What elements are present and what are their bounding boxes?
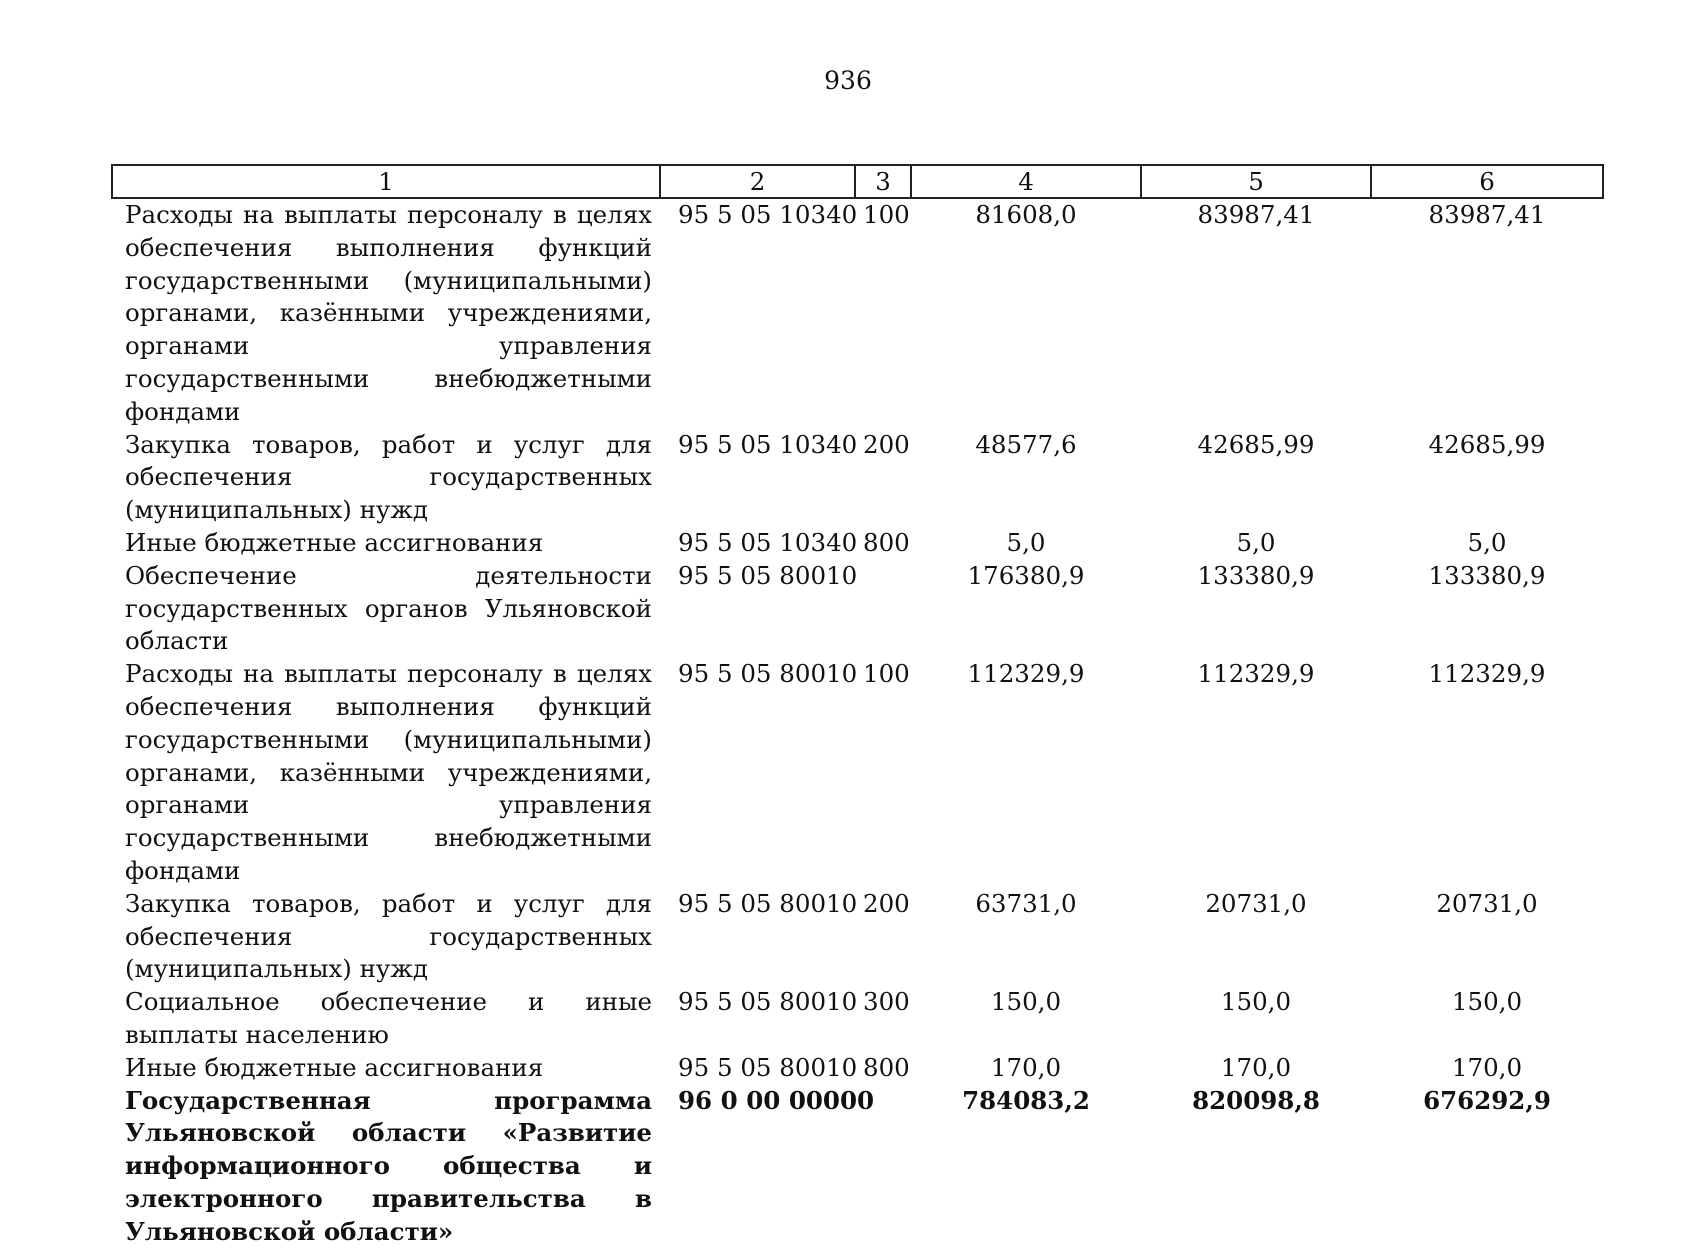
- row-value-col4: 150,0: [990, 987, 1062, 1017]
- row-value-col6: 5,0: [1467, 527, 1507, 557]
- column-header-3: 3: [855, 165, 911, 198]
- row-code: 95 5 05 80010: [678, 560, 858, 590]
- row-name: Социальное обеспечение и иные выплаты населению: [125, 987, 652, 1049]
- table-body: [112, 198, 1603, 1249]
- row-code: 95 5 05 80010: [678, 1052, 858, 1082]
- row-value-col5: 20731,0: [1205, 888, 1307, 918]
- row-value-col5: 133380,9: [1197, 560, 1315, 590]
- page-number: 936: [824, 66, 872, 95]
- row-expense-type: 200: [863, 429, 910, 459]
- row-value-col6: 42685,99: [1428, 429, 1546, 459]
- row-value-col5: 820098,8: [1192, 1085, 1320, 1115]
- row-value-col6: 150,0: [1451, 987, 1523, 1017]
- row-code: 95 5 05 10340: [678, 429, 858, 459]
- column-header-5: 5: [1141, 165, 1371, 198]
- row-code: 95 5 05 10340: [678, 527, 858, 557]
- row-value-col6: 20731,0: [1436, 888, 1538, 918]
- row-name: Иные бюджетные ассигнования: [125, 527, 544, 557]
- column-header-6: 6: [1371, 165, 1603, 198]
- table-row: [112, 429, 1603, 527]
- row-value-col5: 170,0: [1220, 1052, 1292, 1082]
- row-expense-type: 800: [863, 1052, 910, 1082]
- row-code: 95 5 05 80010: [678, 888, 858, 918]
- row-value-col6: 112329,9: [1428, 659, 1546, 689]
- table-row: [112, 1085, 1603, 1249]
- row-value-col5: 42685,99: [1197, 429, 1315, 459]
- row-value-col5: 112329,9: [1197, 659, 1315, 689]
- row-expense-type: 100: [863, 200, 910, 229]
- row-name: Расходы на выплаты персоналу в целях обеспечения выполнения функций государственными (муниципальными) органами, казёнными учреждениями, органами управления государственными внебюджетными фондами: [125, 200, 652, 426]
- row-name: Закупка товаров, работ и услуг для обеспечения государственных (муниципальных) нужд: [125, 429, 652, 525]
- row-value-col6: 676292,9: [1423, 1085, 1551, 1115]
- table-row: [112, 1052, 1603, 1085]
- row-value-col5: 83987,41: [1197, 200, 1315, 229]
- row-value-col4: 170,0: [990, 1052, 1062, 1082]
- table-row: [112, 888, 1603, 986]
- table-row: [112, 986, 1603, 1052]
- table-row: [112, 527, 1603, 560]
- row-value-col5: 150,0: [1220, 987, 1292, 1017]
- row-code: 96 0 00 00000: [678, 1085, 875, 1115]
- row-value-col4: 176380,9: [967, 560, 1085, 590]
- row-value-col4: 112329,9: [967, 659, 1085, 689]
- row-expense-type: 200: [863, 888, 910, 918]
- column-header-2: 2: [660, 165, 855, 198]
- row-code: 95 5 05 80010: [678, 659, 858, 689]
- row-expense-type: 800: [863, 527, 910, 557]
- row-expense-type: 300: [863, 987, 910, 1017]
- row-code: 95 5 05 10340: [678, 200, 858, 229]
- row-expense-type: 100: [863, 659, 910, 689]
- table-header-row: [112, 165, 1603, 198]
- column-header-1: 1: [112, 165, 660, 198]
- budget-table: [111, 164, 1604, 1249]
- row-name: Иные бюджетные ассигнования: [125, 1052, 544, 1082]
- row-value-col4: 63731,0: [975, 888, 1077, 918]
- row-name: Закупка товаров, работ и услуг для обеспечения государственных (муниципальных) нужд: [125, 888, 652, 984]
- table-row: [112, 198, 1603, 429]
- table-row: [112, 560, 1603, 658]
- row-value-col6: 133380,9: [1428, 560, 1546, 590]
- row-value-col6: 170,0: [1451, 1052, 1523, 1082]
- row-value-col5: 5,0: [1236, 527, 1276, 557]
- row-value-col4: 48577,6: [975, 429, 1077, 459]
- row-name: Государственная программа Ульяновской области «Развитие информационного общества и электронного правительства в Ульяновской области»: [125, 1085, 652, 1246]
- row-value-col4: 81608,0: [975, 200, 1077, 229]
- row-name: Обеспечение деятельности государственных органов Ульяновской области: [125, 560, 652, 656]
- row-value-col4: 784083,2: [962, 1085, 1090, 1115]
- row-value-col4: 5,0: [1006, 527, 1046, 557]
- table-row: [112, 658, 1603, 888]
- row-value-col6: 83987,41: [1428, 200, 1546, 229]
- row-expense-type: [855, 560, 911, 658]
- row-name: Расходы на выплаты персоналу в целях обеспечения выполнения функций государственными (муниципальными) органами, казёнными учреждениями, органами управления государственными внебюджетными фондами: [125, 659, 652, 885]
- row-code: 95 5 05 80010: [678, 987, 858, 1017]
- column-header-4: 4: [911, 165, 1141, 198]
